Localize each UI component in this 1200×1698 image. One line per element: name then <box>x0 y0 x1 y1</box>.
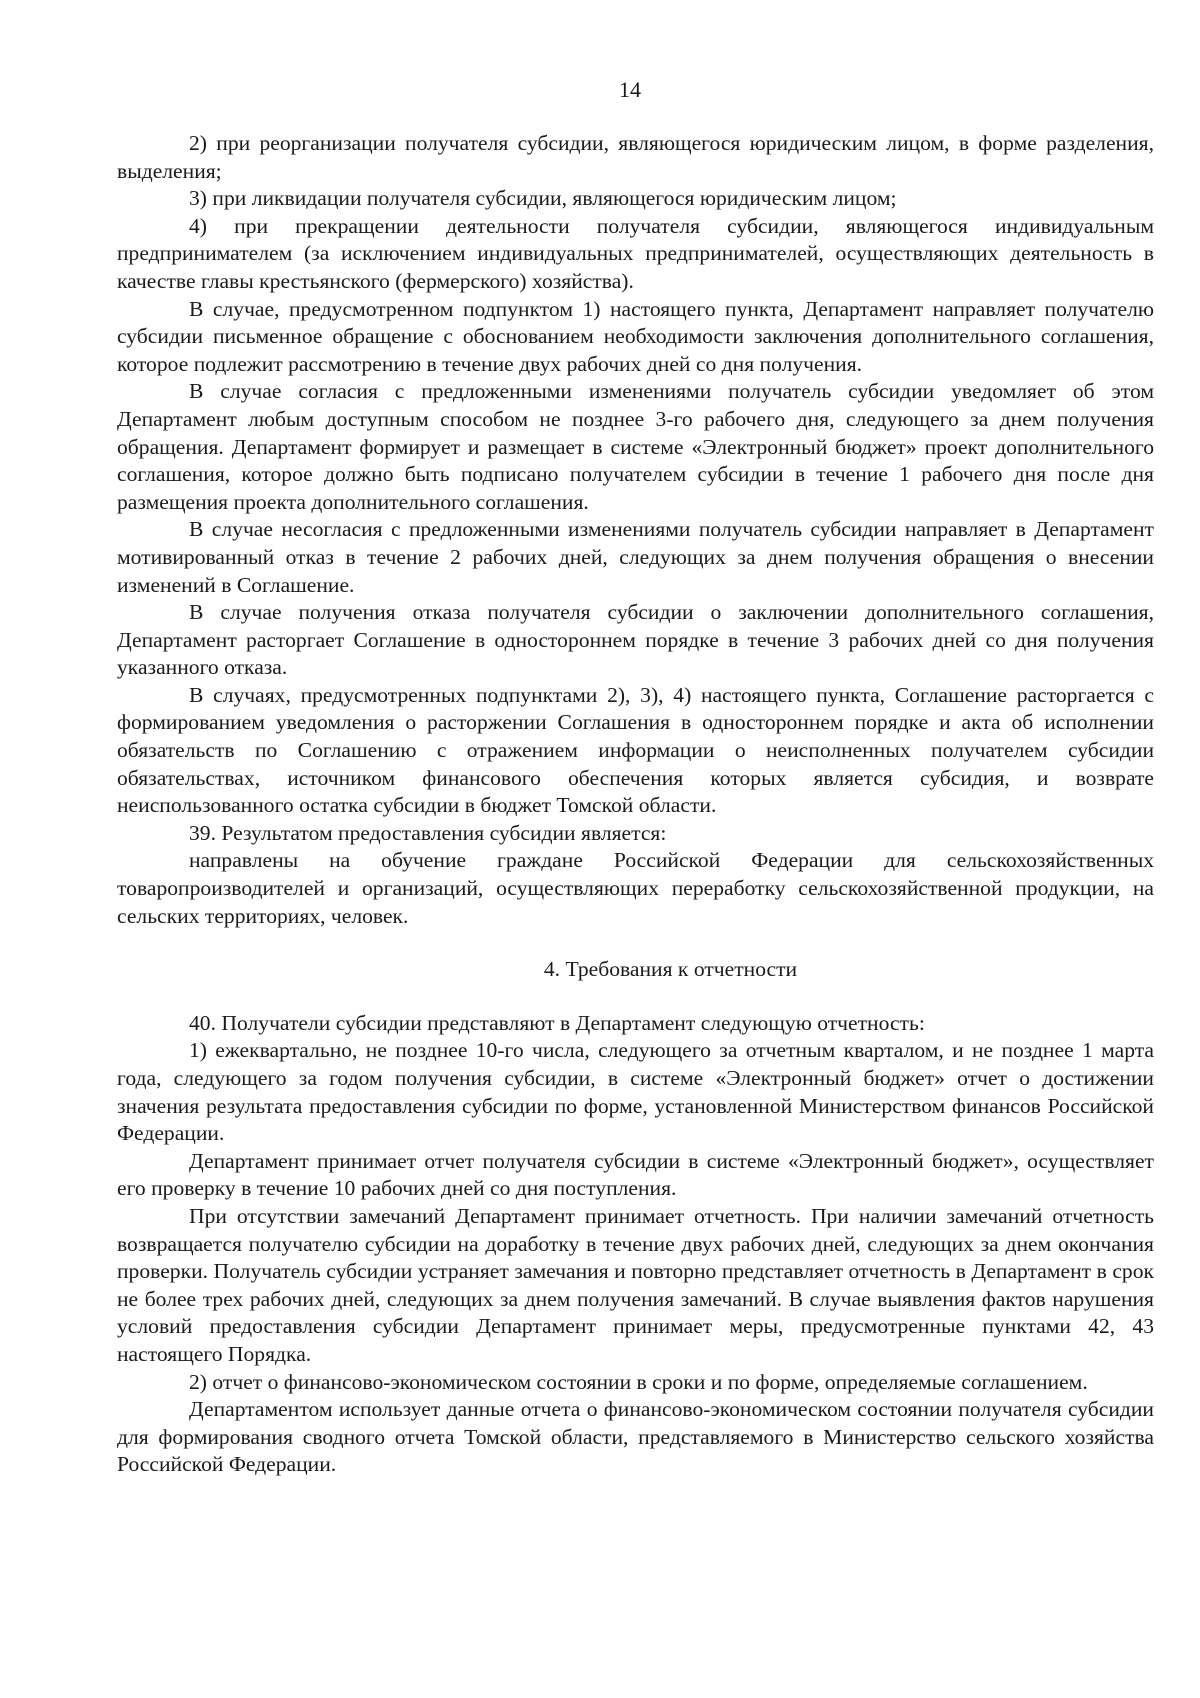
paragraph: Департамент принимает отчет получателя субсидии в системе «Электронный бюджет», осуществляет его проверку в течение 10 рабочих дней со дня поступления. <box>117 1148 1154 1201</box>
paragraph: При отсутствии замечаний Департамент принимает отчетность. При наличии замечаний отчетность возвращается получателю субсидии на доработку в течение двух рабочих дней, следующих за днем окончания проверки. Получатель субсидии устраняет замечания и повторно представляет отчетность в Департамент в срок не более трех рабочих дней, следующих за днем получения замечаний. В случае выявления фактов нарушения условий предоставления субсидии Департамент принимает меры, предусмотренные пунктами 42, 43 настоящего Порядка. <box>117 1203 1154 1366</box>
paragraph: 2) при реорганизации получателя субсидии, являющегося юридическим лицом, в форме разделения, выделения; <box>117 131 1154 183</box>
paragraph: 2) отчет о финансово-экономическом состоянии в сроки и по форме, определяемые соглашением. <box>189 1369 1088 1394</box>
paragraph: В случае согласия с предложенными изменениями получатель субсидии уведомляет об этом Департамент любым доступным способом не позднее 3-го рабочего дня, следующего за днем получения обращения. Департамент формирует и размещает в системе «Электронный бюджет» проект дополнительного соглашения, которое должно быть подписано получателем субсидии в течение 1 рабочего дня после дня размещения проекта дополнительного соглашения. <box>117 379 1154 514</box>
paragraph: В случаях, предусмотренных подпунктами 2), 3), 4) настоящего пункта, Соглашение расторгается с формированием уведомления о расторжении Соглашения в одностороннем порядке и акта об исполнении обязательств по Соглашению с отражением информации о неисполненных получателем субсидии обязательствах, источником финансового обеспечения которых является субсидия, и возврате неиспользованного остатка субсидии в бюджет Томской области. <box>117 682 1154 818</box>
paragraph: В случае, предусмотренном подпунктом 1) настоящего пункта, Департамент направляет получателю субсидии письменное обращение с обоснованием необходимости заключения дополнительного соглашения, которое подлежит рассмотрению в течение двух рабочих дней со дня получения. <box>117 296 1154 376</box>
paragraph: В случае получения отказа получателя субсидии о заключении дополнительного соглашения, Департамент расторгает Соглашение в одностороннем порядке в течение 3 рабочих дней со дня получения указанного отказа. <box>117 600 1154 680</box>
paragraph: В случае несогласия с предложенными изменениями получатель субсидии направляет в Департамент мотивированный отказ в течение 2 рабочих дней, следующих за днем получения обращения о внесении изменений в Соглашение. <box>117 517 1154 597</box>
paragraph: Департаментом использует данные отчета о финансово-экономическом состоянии получателя субсидии для формирования сводного отчета Томской области, представляемого в Министерство сельского хозяйства Российской Федерации. <box>117 1397 1154 1477</box>
paragraph: 40. Получатели субсидии представляют в Департамент следующую отчетность: <box>189 1010 925 1035</box>
document-body <box>117 130 1154 1479</box>
paragraph: 1) ежеквартально, не позднее 10-го числа, следующего за отчетным кварталом, и не позднее 1 марта года, следующего за годом получения субсидии, в системе «Электронный бюджет» отчет о достижении значения результата предоставления субсидии по форме, установленной Министерством финансов Российской Федерации. <box>117 1038 1154 1146</box>
paragraph: 39. Результатом предоставления субсидии является: <box>189 820 667 845</box>
paragraph: направлены на обучение граждане Российской Федерации для сельскохозяйственных товаропроизводителей и организаций, осуществляющих переработку сельскохозяйственной продукции, на сельских территориях, человек. <box>117 848 1154 928</box>
section-heading: 4. Требования к отчетности <box>543 957 798 982</box>
paragraph: 4) при прекращении деятельности получателя субсидии, являющегося индивидуальным предпринимателем (за исключением индивидуальных предпринимателей, осуществляющих деятельность в качестве главы крестьянского (фермерского) хозяйства). <box>117 213 1154 293</box>
paragraph: 3) при ликвидации получателя субсидии, являющегося юридическим лицом; <box>189 186 897 211</box>
page-number: 14 <box>619 77 641 102</box>
